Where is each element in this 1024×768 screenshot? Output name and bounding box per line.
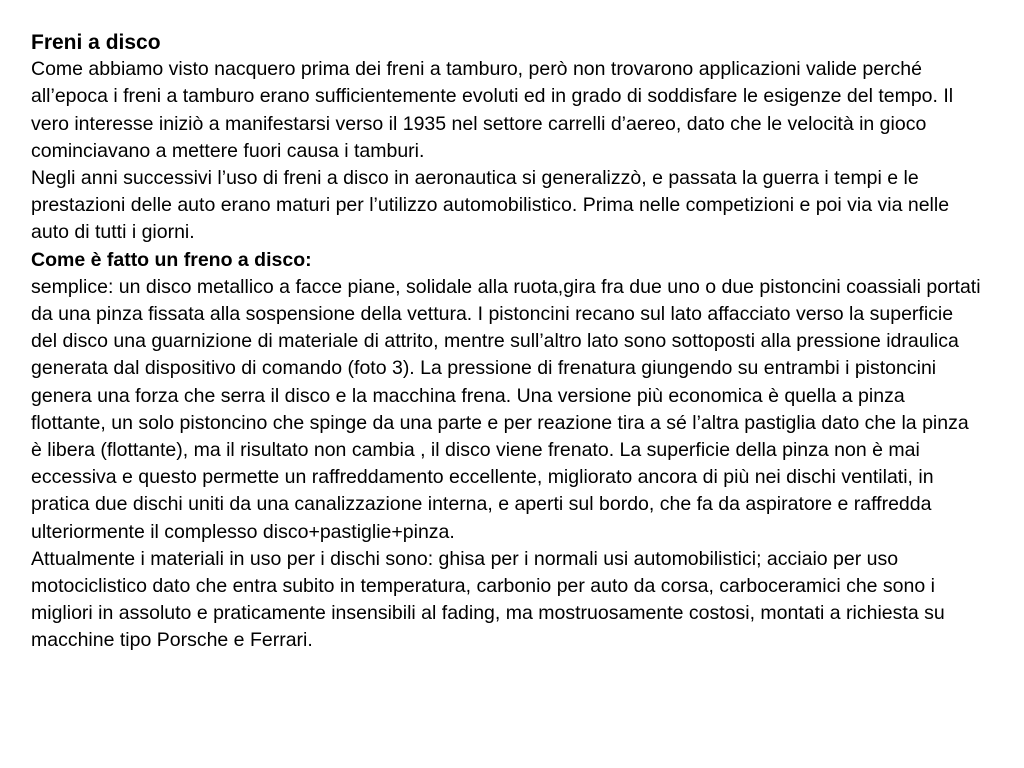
page-title: Freni a disco <box>31 31 161 54</box>
slide-content <box>31 29 981 655</box>
paragraph-history: Negli anni successivi l’uso di freni a disco in aeronautica si generalizzò, e passata la guerra i tempi e le prestazioni delle auto erano maturi per l’utilizzo automobilistico. Prima nelle competizioni e poi via via nelle auto di tutti i giorni. <box>31 167 950 244</box>
section-heading: Come è fatto un freno a disco: <box>31 248 312 271</box>
paragraph-materials: Attualmente i materiali in uso per i dischi sono: ghisa per i normali usi automobilistici; acciaio per uso motociclistico dato che entra subito in temperatura, carbonio per auto da corsa, carboceramici che sono i migliori in assoluto e praticamente insensibili al fading, ma mostruosamente costosi, montati a richiesta su macchine tipo Porsche e Ferrari. <box>31 547 945 652</box>
paragraph-intro: Come abbiamo visto nacquero prima dei freni a tamburo, però non trovarono applicazioni valide perché all’epoca i freni a tamburo erano sufficientemente evoluti ed in grado di soddisfare le esigenze del tempo. Il vero interesse iniziò a manifestarsi verso il 1935 nel settore carrelli d’aereo, dato che le velocità in gioco cominciavano a mettere fuori causa i tamburi. <box>31 58 954 162</box>
paragraph-construction: semplice: un disco metallico a facce piane, solidale alla ruota,gira fra due uno o due pistoncini coassiali portati da una pinza fissata alla sospensione della vettura. I pistoncini recano sul lato affacciato verso la superficie del disco una guarnizione di materiale di attrito, mentre sull’altro lato sono sottoposti alla pressione idraulica generata dal dispositivo di comando (foto 3). La pressione di frenatura giungendo su entrambi i pistoncini genera una forza che serra il disco e la macchina frena. Una versione più economica è quella a pinza flottante, un solo pistoncino che spinge da una parte e per reazione tira a sé l’altra pastiglia dato che la pinza è libera (flottante), ma il risultato non cambia , il disco viene frenato. La superficie della pinza non è mai eccessiva e questo permette un raffreddamento eccellente, migliorato ancora di più nei dischi ventilati, in pratica due dischi uniti da una canalizzazione interna, e aperti sul bordo, che fa da aspiratore e raffredda ulteriormente il complesso disco+pastiglie+pinza. <box>31 275 981 543</box>
